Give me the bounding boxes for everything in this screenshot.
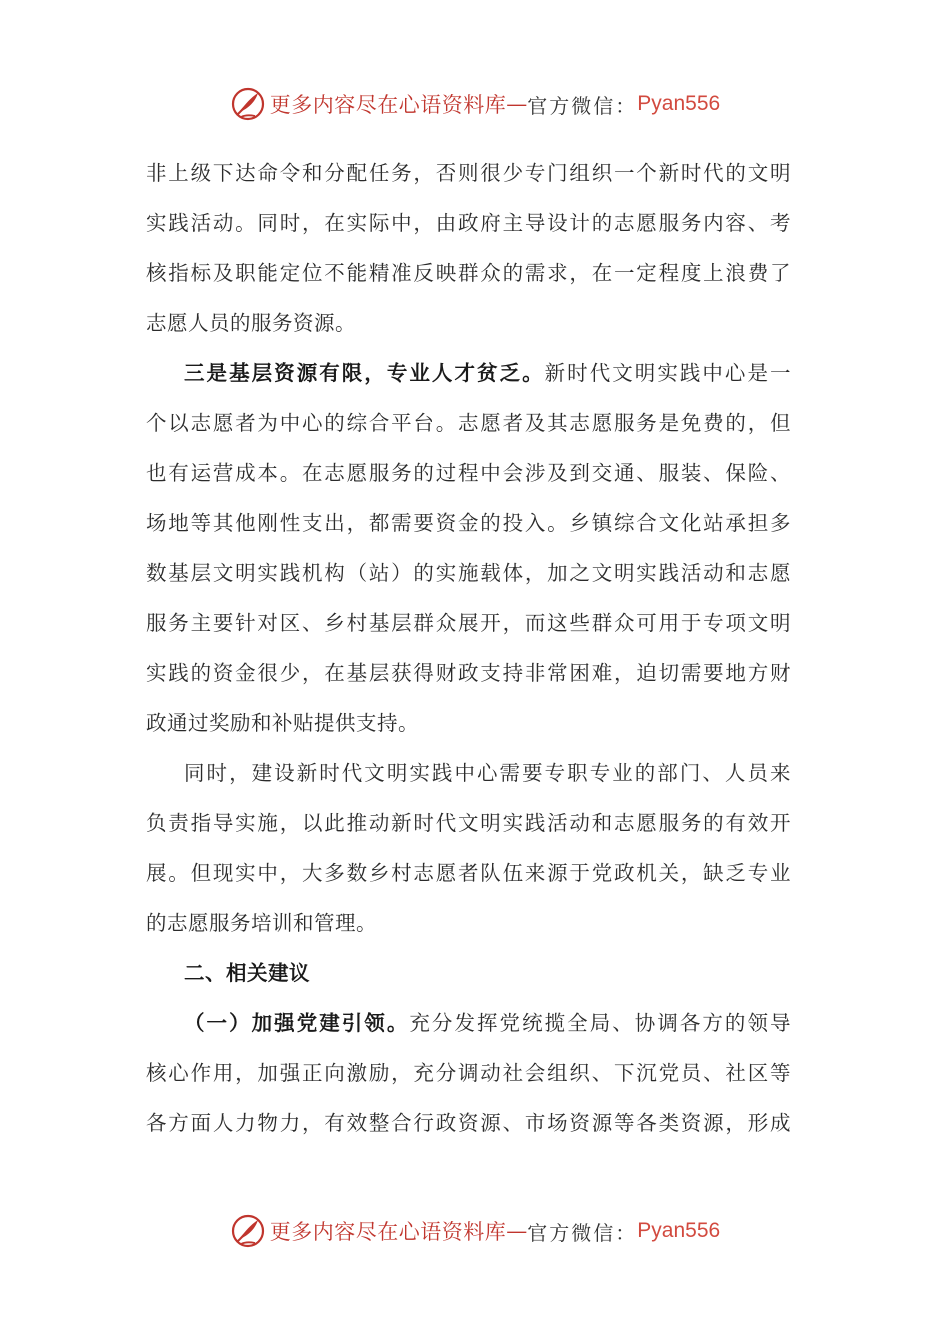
paragraph-2 bbox=[146, 348, 791, 748]
text-line: 场地等其他刚性支出，都需要资金的投入。乡镇综合文化站承担多 bbox=[146, 511, 791, 535]
text-line: 志愿人员的服务资源。 bbox=[146, 311, 356, 335]
text-line: 核指标及职能定位不能精准反映群众的需求，在一定程度上浪费了 bbox=[146, 261, 791, 285]
banner-site-text: 更多内容尽在心语资料库 bbox=[269, 93, 507, 117]
quill-pen-icon bbox=[230, 1213, 266, 1249]
text-line: 各方面人力物力，有效整合行政资源、市场资源等各类资源，形成 bbox=[146, 1111, 791, 1135]
banner-dash: — bbox=[506, 1219, 528, 1243]
banner-wechat-label: 官方微信： bbox=[527, 1220, 638, 1245]
paragraph-3 bbox=[146, 748, 791, 948]
quill-pen-icon bbox=[230, 86, 266, 122]
section-heading: 二、相关建议 bbox=[184, 961, 310, 985]
header-banner bbox=[0, 82, 950, 126]
banner-wechat-label: 官方微信： bbox=[527, 93, 638, 118]
text-span: 充分发挥党统揽全局、协调各方的领导 bbox=[409, 1011, 792, 1035]
text-line bbox=[146, 998, 791, 1048]
text-line: 也有运营成本。在志愿服务的过程中会涉及到交通、服装、保险、 bbox=[146, 461, 791, 485]
text-line: 政通过奖励和补贴提供支持。 bbox=[146, 711, 419, 735]
text-line bbox=[146, 348, 791, 398]
banner-site-text: 更多内容尽在心语资料库 bbox=[269, 1220, 507, 1244]
footer-banner bbox=[0, 1209, 950, 1253]
text-line: 数基层文明实践机构（站）的实施载体，加之文明实践活动和志愿 bbox=[146, 561, 791, 585]
text-line: 核心作用，加强正向激励，充分调动社会组织、下沉党员、社区等 bbox=[146, 1061, 791, 1085]
text-line: 服务主要针对区、乡村基层群众展开，而这些群众可用于专项文明 bbox=[146, 611, 791, 635]
paragraph-heading: （一）加强党建引领。 bbox=[184, 1011, 410, 1035]
text-span: 新时代文明实践中心是一 bbox=[544, 361, 792, 385]
text-line: 的志愿服务培训和管理。 bbox=[146, 911, 377, 935]
banner-wechat-id: Pyan556 bbox=[637, 92, 721, 115]
banner-dash: — bbox=[506, 92, 528, 116]
paragraph-4 bbox=[146, 998, 791, 1148]
document-body bbox=[146, 148, 791, 1148]
text-line: 非上级下达命令和分配任务，否则很少专门组织一个新时代的文明 bbox=[146, 161, 791, 185]
paragraph-1 bbox=[146, 148, 791, 348]
text-line: 同时，建设新时代文明实践中心需要专职专业的部门、人员来 bbox=[184, 761, 791, 785]
paragraph-heading: 三是基层资源有限，专业人才贫乏。 bbox=[184, 361, 545, 385]
text-line: 个以志愿者为中心的综合平台。志愿者及其志愿服务是免费的，但 bbox=[146, 411, 791, 435]
text-line: 实践活动。同时，在实际中，由政府主导设计的志愿服务内容、考 bbox=[146, 211, 791, 235]
text-line: 展。但现实中，大多数乡村志愿者队伍来源于党政机关，缺乏专业 bbox=[146, 861, 791, 885]
text-line: 负责指导实施，以此推动新时代文明实践活动和志愿服务的有效开 bbox=[146, 811, 791, 835]
banner-wechat-id: Pyan556 bbox=[637, 1219, 721, 1242]
text-line: 实践的资金很少，在基层获得财政支持非常困难，迫切需要地方财 bbox=[146, 661, 791, 685]
